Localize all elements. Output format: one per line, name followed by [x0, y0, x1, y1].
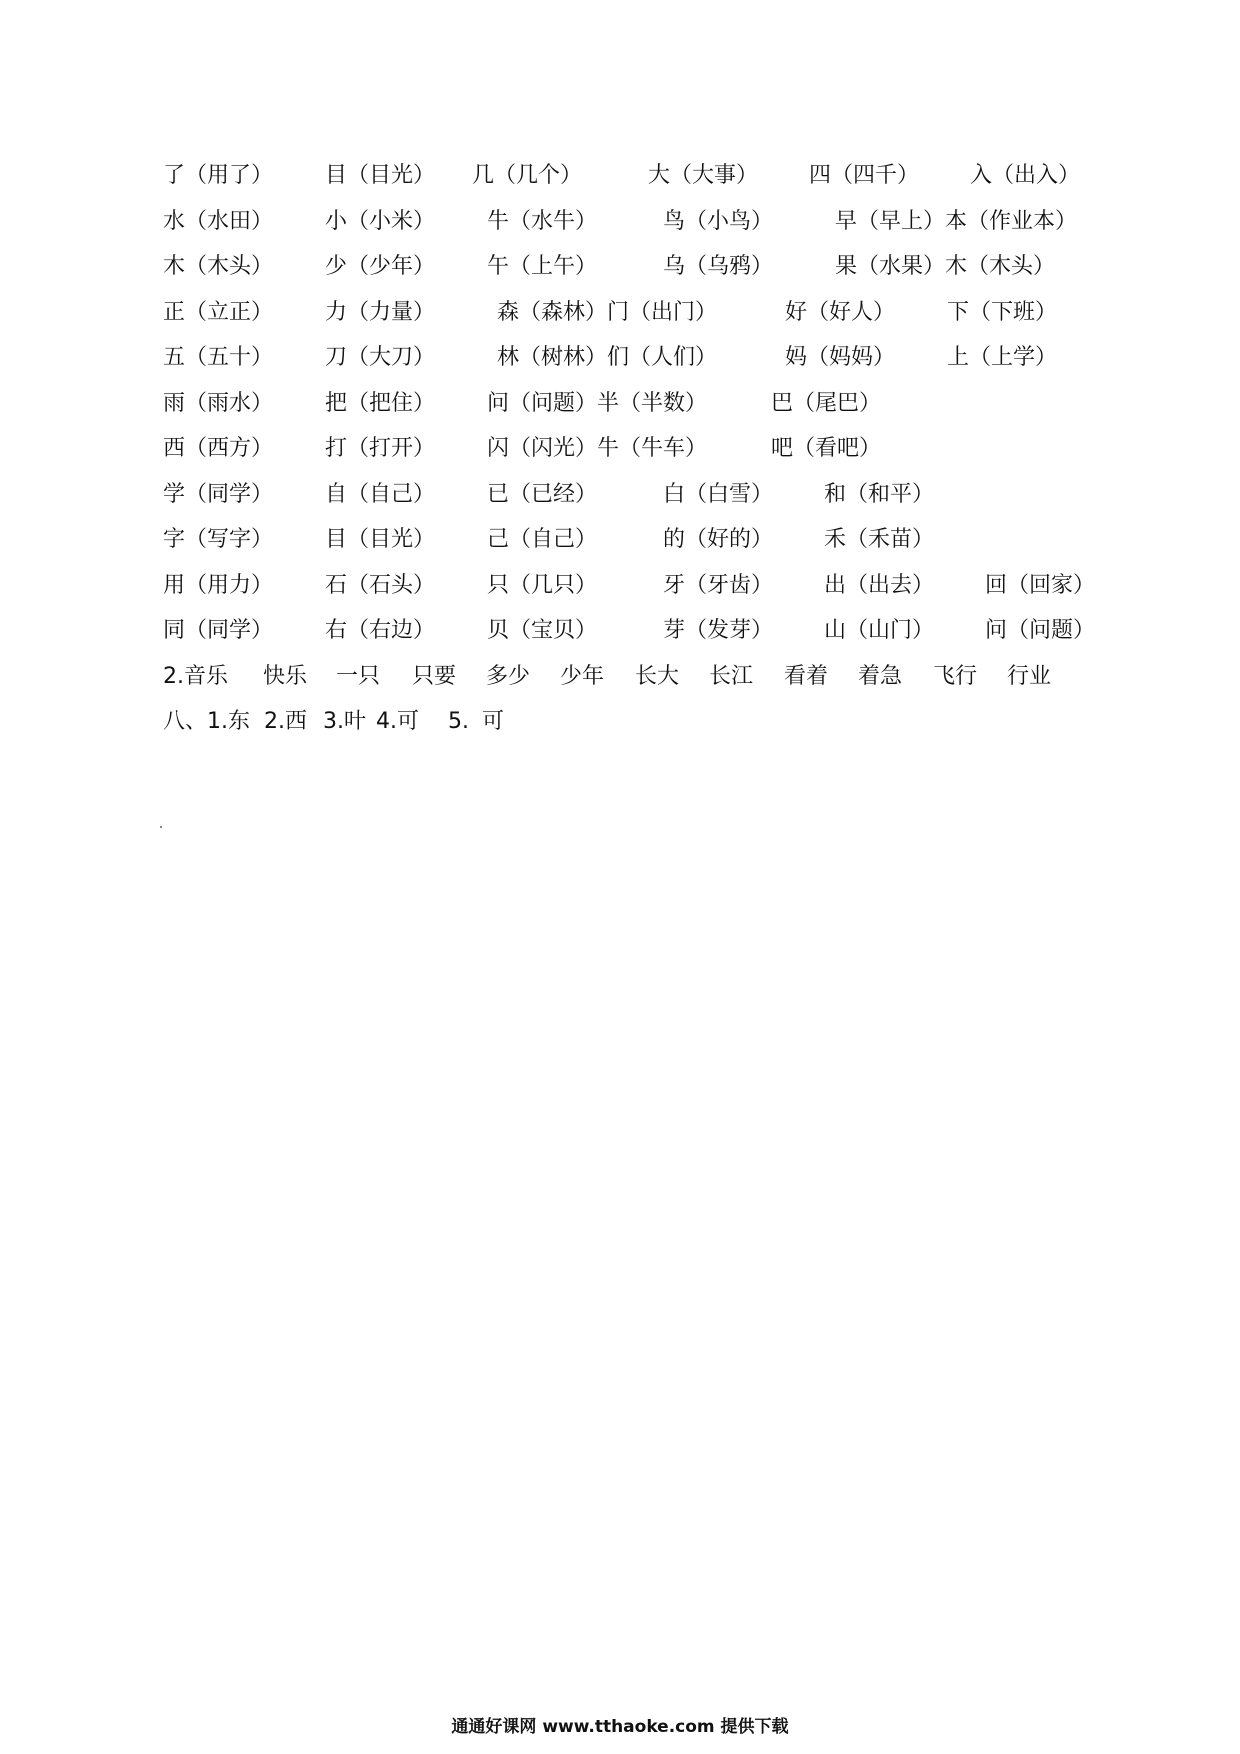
char-entry: 山（山门） [824, 618, 935, 643]
char-entry: 禾（禾苗） [824, 527, 935, 552]
answer-entry: 2.西 [264, 709, 307, 734]
char-entry: 的（好的） [663, 527, 774, 552]
char-entry: 小（小米） [325, 209, 436, 234]
char-entry: 西（西方） [163, 436, 274, 461]
word-entry: 一只 [336, 664, 381, 689]
char-entry: 正（立正） [163, 300, 274, 325]
char-entry: 只（几只） [487, 573, 598, 598]
word-entry: 快乐 [263, 664, 308, 689]
char-entry: 打（打开） [325, 436, 436, 461]
char-entry: 几（几个） [472, 163, 583, 188]
answer-entry: 3.叶 [323, 709, 366, 734]
char-entry: 和（和平） [824, 482, 935, 507]
char-row [0, 520, 1240, 560]
char-entry: 林（树林）们（人们） [497, 345, 718, 370]
stray-mark [160, 826, 162, 828]
char-entry: 果（水果）木（木头） [835, 254, 1056, 279]
word-entry: 少年 [560, 664, 605, 689]
char-entry: 问（问题） [985, 618, 1096, 643]
char-entry: 水（水田） [163, 209, 274, 234]
char-entry: 大（大事） [648, 163, 759, 188]
answer-entry: 可 [482, 709, 505, 734]
answer-entry: 5. [448, 709, 469, 734]
char-entry: 吧（看吧） [771, 436, 882, 461]
char-row [0, 247, 1240, 287]
char-entry: 目（目光） [325, 163, 436, 188]
word-entry: 长江 [709, 664, 754, 689]
word-entry: 飞行 [933, 664, 978, 689]
char-entry: 闪（闪光）牛（牛车） [487, 436, 708, 461]
char-row [0, 566, 1240, 606]
word-entry: 着急 [858, 664, 903, 689]
char-entry: 牙（牙齿） [663, 573, 774, 598]
char-row [0, 429, 1240, 469]
char-entry: 森（森林）门（出门） [497, 300, 718, 325]
char-row [0, 611, 1240, 651]
word-entry: 多少 [486, 664, 531, 689]
char-entry: 鸟（小鸟） [663, 209, 774, 234]
char-entry: 妈（妈妈） [785, 345, 896, 370]
char-entry: 雨（雨水） [163, 391, 274, 416]
word-entry: 只要 [412, 664, 457, 689]
word-entry: 2.音乐 [163, 664, 228, 689]
answer-entry: 八、1.东 [163, 709, 250, 734]
word-list [0, 657, 1240, 697]
char-entry: 四（四千） [809, 163, 920, 188]
char-entry: 力（力量） [325, 300, 436, 325]
char-entry: 同（同学） [163, 618, 274, 643]
word-entry: 长大 [635, 664, 680, 689]
char-entry: 字（写字） [163, 527, 274, 552]
char-entry: 出（出去） [824, 573, 935, 598]
footer-credit: 通通好课网 www.tthaoke.com 提供下载 [451, 1717, 789, 1737]
char-entry: 用（用力） [163, 573, 274, 598]
char-entry: 午（上午） [487, 254, 598, 279]
char-entry: 巴（尾巴） [771, 391, 882, 416]
char-row [0, 202, 1240, 242]
char-entry: 石（石头） [325, 573, 436, 598]
char-entry: 下（下班） [947, 300, 1058, 325]
answer-entry: 4.可 [376, 709, 419, 734]
char-entry: 芽（发芽） [663, 618, 774, 643]
word-entry: 行业 [1007, 664, 1052, 689]
char-entry: 回（回家） [985, 573, 1096, 598]
char-entry: 好（好人） [785, 300, 896, 325]
char-row [0, 338, 1240, 378]
char-entry: 早（早上）本（作业本） [835, 209, 1078, 234]
char-entry: 右（右边） [325, 618, 436, 643]
char-entry: 贝（宝贝） [487, 618, 598, 643]
char-entry: 白（白雪） [663, 482, 774, 507]
char-entry: 已（已经） [487, 482, 598, 507]
char-row [0, 475, 1240, 515]
char-entry: 上（上学） [947, 345, 1058, 370]
char-entry: 入（出入） [970, 163, 1081, 188]
char-entry: 刀（大刀） [325, 345, 436, 370]
char-entry: 五（五十） [163, 345, 274, 370]
char-entry: 问（问题）半（半数） [487, 391, 708, 416]
char-entry: 学（同学） [163, 482, 274, 507]
char-entry: 木（木头） [163, 254, 274, 279]
char-entry: 乌（乌鸦） [663, 254, 774, 279]
word-entry: 看着 [784, 664, 829, 689]
char-entry: 目（目光） [325, 527, 436, 552]
char-entry: 了（用了） [163, 163, 274, 188]
char-row [0, 156, 1240, 196]
char-entry: 把（把住） [325, 391, 436, 416]
char-entry: 少（少年） [325, 254, 436, 279]
char-row [0, 293, 1240, 333]
answer-line [0, 702, 1240, 742]
char-row [0, 384, 1240, 424]
char-entry: 己（自己） [487, 527, 598, 552]
char-entry: 自（自己） [325, 482, 436, 507]
char-entry: 牛（水牛） [487, 209, 598, 234]
